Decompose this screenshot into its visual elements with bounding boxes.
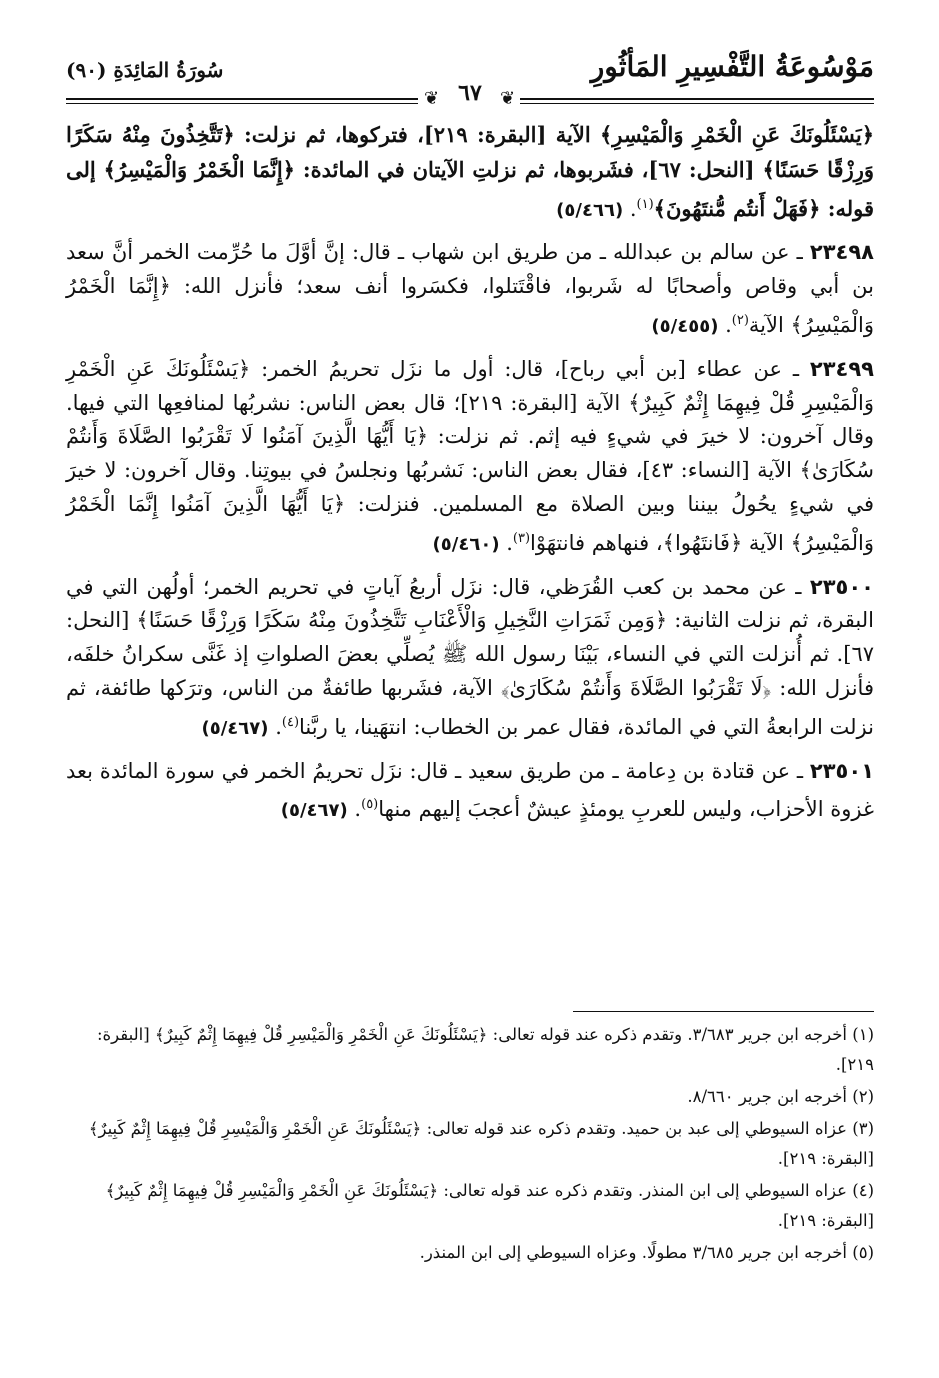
surah-title: سُورَةُ المَائِدَةِ (٩٠) [66,58,224,82]
footnote-marker: (٤) [281,714,300,730]
header-rule-right-thin [520,103,874,104]
narration-number: ٢٣٥٠١ [809,758,875,783]
footnote-marker: (٥) [361,797,379,813]
narration-number: ٢٣٤٩٨ [809,240,874,265]
paragraph-continuation: ﴿يَسْئَلُونَكَ عَنِ الْخَمْرِ وَالْمَيْسِرِ﴾ الآية [البقرة: ٢١٩]، فتركوها، ثم نزلت: ﴿تَتَّخِذُونَ مِنْهُ سَكَرًا وَرِزْقًا حَسَنًا﴾ [النحل: ٦٧]، فشَربوها، ثم نزلتِ الآيتان في المائدة: ﴿إِنَّمَا الْخَمْرُ وَالْمَيْسِرُ﴾ إلى قوله: ﴿فَهَلْ أَنتُم مُّنتَهُونَ﴾$^{(١)}$. (٥/٤٦٦) [66,122,875,221]
footnote-3: (٣) عزاه السيوطي إلى عبد بن حميد. وتقدم ذكره عند قوله تعالى: ﴿يَسْئَلُونَكَ عَنِ الْخَمْرِ وَالْمَيْسِرِ قُلْ فِيهِمَا إِثْمٌ كَبِيرٌ﴾ [البقرة: ٢١٩]. [88,1119,874,1168]
cross-reference: (٥/٤٥٥) [651,315,719,337]
page-number: ٦٧ [458,80,482,106]
cross-reference: (٥/٤٦٠) [432,533,500,555]
cross-reference: (٥/٤٦٧) [201,717,269,739]
header-rule-right [520,98,874,100]
book-title: مَوْسُوعَةُ التَّفْسِيرِ المَأثُورِ [590,50,874,83]
cross-reference: (٥/٤٦٧) [280,800,348,822]
narration-23500: ٢٣٥٠٠ ـ عن محمد بن كعب القُرَظي، قال: نزَل أربعُ آياتٍ في تحريم الخمر؛ أولُهن التي في البقرة، ثم نزلت الثانية: ﴿وَمِن ثَمَرَاتِ النَّخِيلِ وَالْأَعْنَابِ تَتَّخِذُونَ مِنْهُ سَكَرًا وَرِزْقًا حَسَنًا﴾ [النحل: ٦٧]. ثم أُنزلت التي في النساء، بَيْنَا رسول الله ﷺ يُصلِّي بعضَ الصلواتِ إذ غَنَّى سكرانُ خلفَه، فأنزل الله: ﴿لَا تَقْرَبُوا الصَّلَاةَ وَأَنتُمْ سُكَارَىٰ﴾ الآية، فشَربها طائفةٌ من الناس، وترَكها طائفة، ثم نزلت الرابعةُ التي في المائدة، فقال عمر بن الخطاب: انتهَينا، يا ربَّنا$^{(٤)}$. (٥/٤٦٧) [66,574,874,739]
paragraph-text: ـ عن محمد بن كعب القُرَظي، قال: نزَل أربعُ آياتٍ في تحريم الخمر؛ أولُهن التي في البقرة، ثم نزلت الثانية: ﴿وَمِن ثَمَرَاتِ النَّخِيلِ وَالْأَعْنَابِ تَتَّخِذُونَ مِنْهُ سَكَرًا وَرِزْقًا حَسَنًا﴾ [النحل: ٦٧]. ثم أُنزلت التي في النساء، بَيْنَا رسول الله ﷺ يُصلِّي بعضَ الصلواتِ إذ غَنَّى سكرانُ خلفَه، فأنزل الله: ﴿لَا تَقْرَبُوا الصَّلَاةَ وَأَنتُمْ سُكَارَىٰ﴾ الآية، فشَربها طائفةٌ من الناس، وترَكها طائفة، ثم نزلت الرابعةُ التي في المائدة، فقال عمر بن الخطاب: انتهَينا، يا ربَّنا [66,574,874,739]
paragraph-text: ـ عن سالم بن عبدالله ـ من طريق ابن شهاب ـ قال: إنَّ أوَّلَ ما حُرِّمت الخمر أنَّ سعد بن أبي وقاص وأصحابًا له شَربوا، فاقْتَتلوا، فكسَروا أنف سعد؛ فأنزل الله: ﴿إِنَّمَا الْخَمْرُ وَالْمَيْسِرُ﴾ الآية [66,240,874,337]
narration-23498: ٢٣٤٩٨ ـ عن سالم بن عبدالله ـ من طريق ابن شهاب ـ قال: إنَّ أوَّلَ ما حُرِّمت الخمر أنَّ سعد بن أبي وقاص وأصحابًا له شَربوا، فاقْتَتلوا، فكسَروا أنف سعد؛ فأنزل الله: ﴿إِنَّمَا الْخَمْرُ وَالْمَيْسِرُ﴾ الآية$^{(٢)}$. (٥/٤٥٥) [66,240,874,337]
ornament-left-icon: ❦ [424,88,440,109]
paragraph-text: ـ عن عطاء [بن أبي رباح]، قال: أول ما نزَل تحريمُ الخمر: ﴿يَسْئَلُونَكَ عَنِ الْخَمْرِ وَالْمَيْسِرِ قُلْ فِيهِمَا إِثْمٌ كَبِيرٌ﴾ الآية [البقرة: ٢١٩]؛ قال بعض الناس: نشربُها لمنافعِها التي فيها. وقال آخرون: لا خيرَ في شيءٍ فيه إثم. ثم نزلت: ﴿يَا أَيُّهَا الَّذِينَ آمَنُوا لَا تَقْرَبُوا الصَّلَاةَ وَأَنتُمْ سُكَارَىٰ﴾ الآية [النساء: ٤٣]، فقال بعض الناس: نَشربُها ونجلسُ في بيوتِنا. وقال آخرون: لا خيرَ في شيءٍ يحُولُ بيننا وبين الصلاة مع المسلمين. فنزلت: ﴿يَا أَيُّهَا الَّذِينَ آمَنُوا إِنَّمَا الْخَمْرُ وَالْمَيْسِرُ﴾ الآية ﴿فَانتَهُوا﴾، فنهاهم فانتهَوْا [66,356,875,555]
cross-reference: (٥/٤٦٦) [556,199,624,221]
narration-23501: ٢٣٥٠١ ـ عن قتادة بن دِعامة ـ من طريق سعيد ـ قال: نزَل تحريمُ الخمر في سورة المائدة بعد غزوة الأحزاب، وليس للعربِ يومئذٍ عيشٌ أعجبَ إليهم منها$^{(٥)}$. (٥/٤٦٧) [66,758,875,822]
footnote-4: (٤) عزاه السيوطي إلى ابن المنذر. وتقدم ذكره عند قوله تعالى: ﴿يَسْئَلُونَكَ عَنِ الْخَمْرِ وَالْمَيْسِرِ قُلْ فِيهِمَا إِثْمٌ كَبِيرٌ﴾ [البقرة: ٢١٩]. [105,1181,874,1230]
footnote-marker: (١) [636,196,654,212]
footnote-marker: (٢) [731,312,749,328]
narration-number: ٢٣٤٩٩ [809,356,874,381]
narration-23499: ٢٣٤٩٩ ـ عن عطاء [بن أبي رباح]، قال: أول ما نزَل تحريمُ الخمر: ﴿يَسْئَلُونَكَ عَنِ الْخَمْرِ وَالْمَيْسِرِ قُلْ فِيهِمَا إِثْمٌ كَبِيرٌ﴾ الآية [البقرة: ٢١٩]؛ قال بعض الناس: نشربُها لمنافعِها التي فيها. وقال آخرون: لا خيرَ في شيءٍ فيه إثم. ثم نزلت: ﴿يَا أَيُّهَا الَّذِينَ آمَنُوا لَا تَقْرَبُوا الصَّلَاةَ وَأَنتُمْ سُكَارَىٰ﴾ الآية [النساء: ٤٣]، فقال بعض الناس: نَشربُها ونجلسُ في بيوتِنا. وقال آخرون: لا خيرَ في شيءٍ يحُولُ بيننا وبين الصلاة مع المسلمين. فنزلت: ﴿يَا أَيُّهَا الَّذِينَ آمَنُوا إِنَّمَا الْخَمْرُ وَالْمَيْسِرُ﴾ الآية ﴿فَانتَهُوا﴾، فنهاهم فانتهَوْا$^{(٣)}$. (٥/٤٦٠) [66,356,875,555]
ornament-right-icon: ❦ [500,88,516,109]
footnote-5: (٥) أخرجه ابن جرير ٣/٦٨٥ مطولًا. وعزاه السيوطي إلى ابن المنذر. [419,1243,874,1262]
footnote-marker: (٣) [512,530,531,546]
header-rule-left [66,98,418,100]
footnote-1: (١) أخرجه ابن جرير ٣/٦٨٣. وتقدم ذكره عند قوله تعالى: ﴿يَسْئَلُونَكَ عَنِ الْخَمْرِ وَالْمَيْسِرِ قُلْ فِيهِمَا إِثْمٌ كَبِيرٌ﴾ [البقرة: ٢١٩]. [96,1025,874,1074]
paragraph-text: ـ عن قتادة بن دِعامة ـ من طريق سعيد ـ قال: نزَل تحريمُ الخمر في سورة المائدة بعد غزوة الأحزاب، وليس للعربِ يومئذٍ عيشٌ أعجبَ إليهم منها [66,758,874,822]
footnotes [66,1020,874,1270]
footnote-2: (٢) أخرجه ابن جرير ٨/٦٦٠. [687,1087,874,1106]
page-header [66,50,874,106]
narration-number: ٢٣٥٠٠ [809,574,874,599]
header-rule-left-thin [66,103,418,104]
main-text [66,118,874,837]
footnote-separator [573,1011,874,1012]
paragraph-text: ﴿يَسْئَلُونَكَ عَنِ الْخَمْرِ وَالْمَيْسِرِ﴾ الآية [البقرة: ٢١٩]، فتركوها، ثم نزلت: ﴿تَتَّخِذُونَ مِنْهُ سَكَرًا وَرِزْقًا حَسَنًا﴾ [النحل: ٦٧]، فشَربوها، ثم نزلتِ الآيتان في المائدة: ﴿إِنَّمَا الْخَمْرُ وَالْمَيْسِرُ﴾ إلى قوله: ﴿فَهَلْ أَنتُم مُّنتَهُونَ﴾ [66,122,875,221]
